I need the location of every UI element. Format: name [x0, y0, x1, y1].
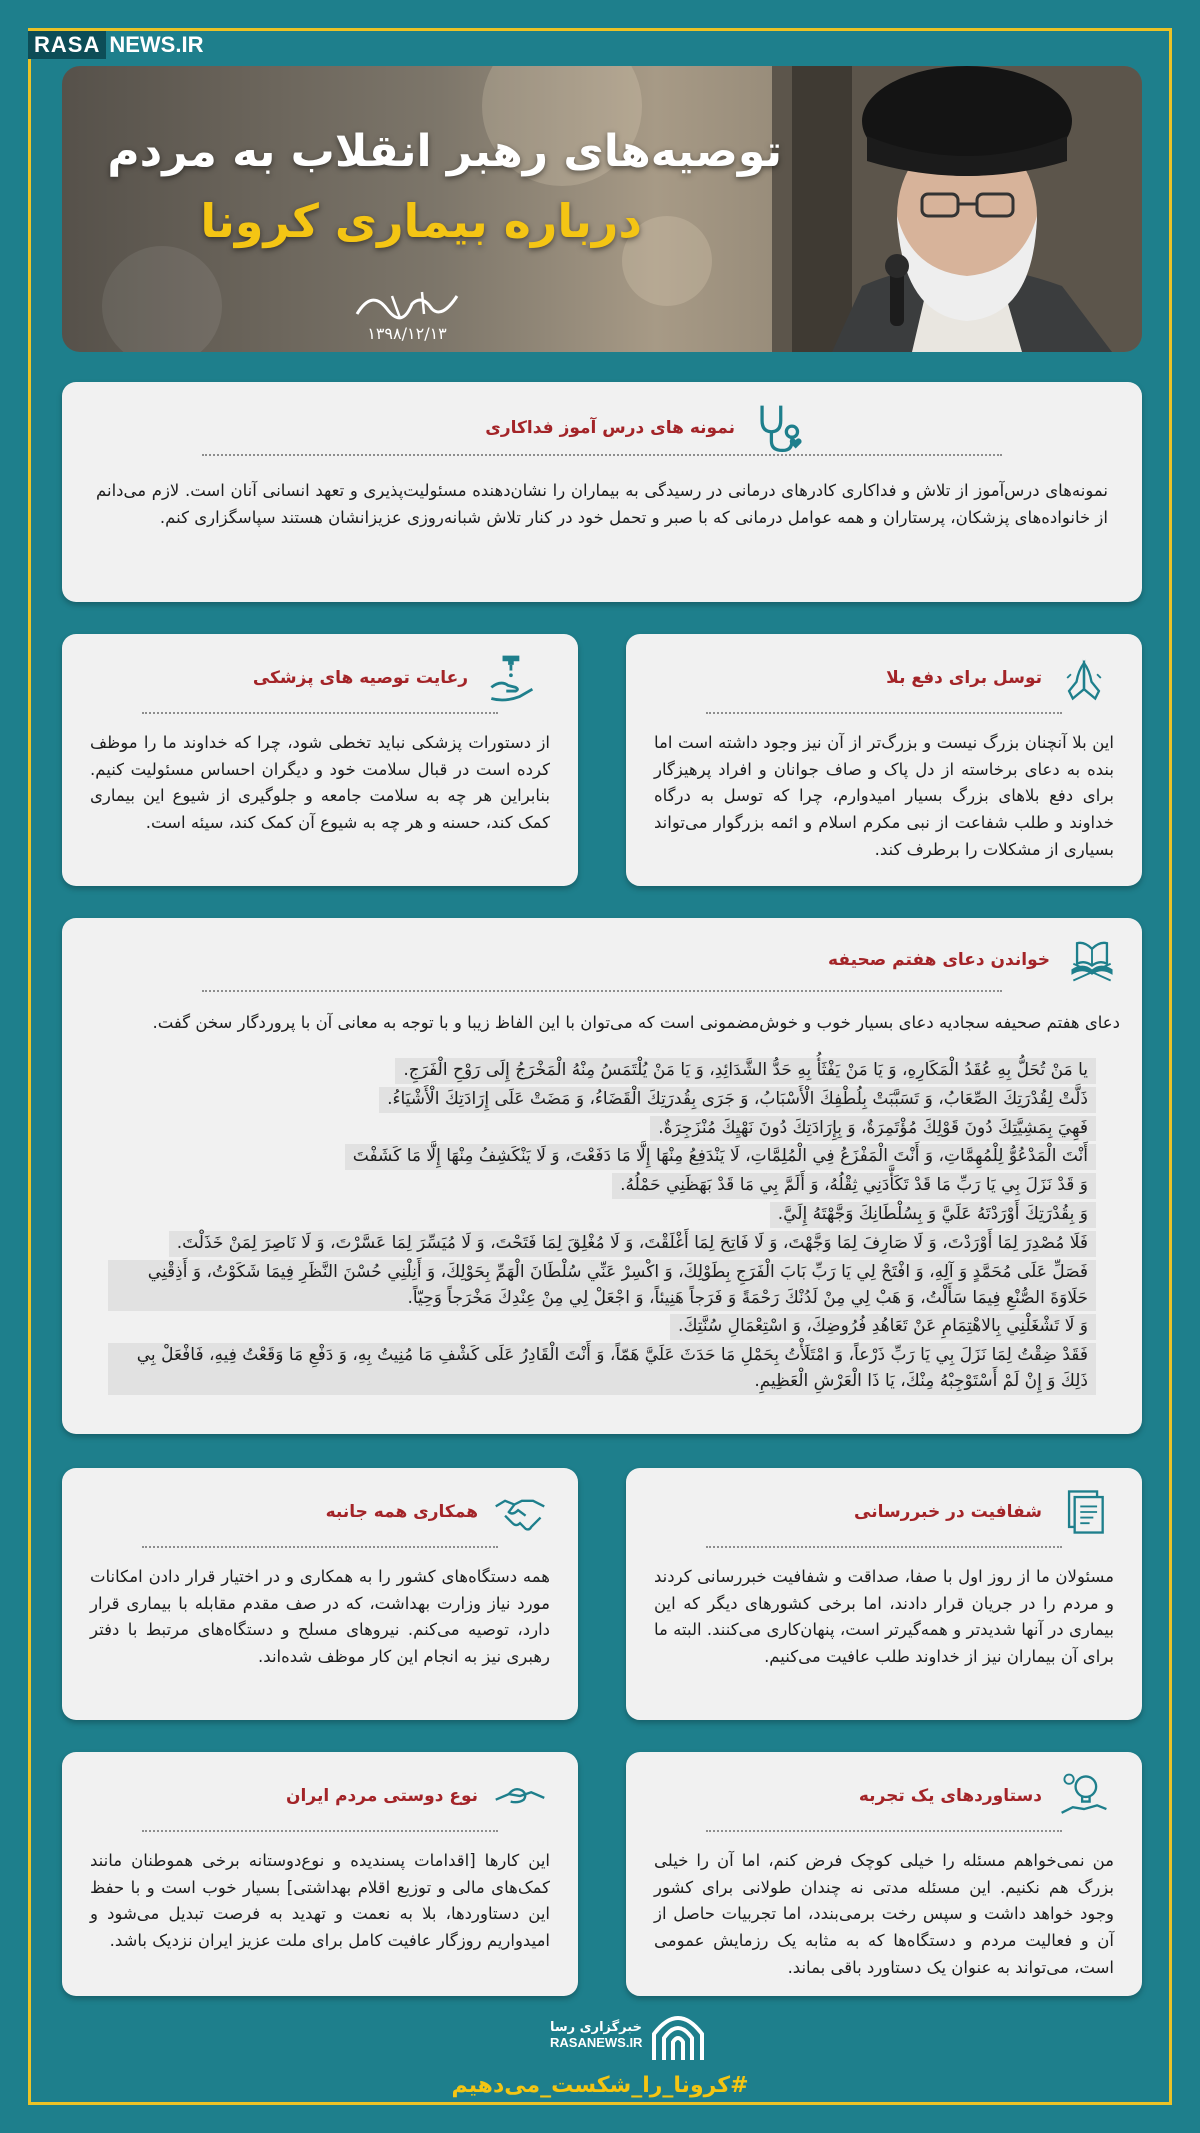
hero-title: توصیه‌های رهبر انقلاب به مردم [107, 126, 782, 177]
stethoscope-icon [747, 398, 807, 458]
logo-rasa: RASA [28, 31, 106, 59]
signature-block [352, 284, 462, 343]
card-title: همکاری همه جانبه [325, 1502, 478, 1522]
clasped-hands-icon [490, 1766, 550, 1826]
prayer-line: فَصَلِّ عَلَى مُحَمَّدٍ وَ آلِهِ، وَ افْتَحْ لِي يَا رَبِّ بَابَ الْفَرَجِ بِطَوْلِكَ، وَ اكْسِرْ عَنِّي سُلْطَانَ الْهَمِّ بِحَوْلِكَ، وَ أَنِلْنِي حُسْنَ النَّظَرِ فِيمَا شَكَوْتُ، وَ أَذِقْنِي حَلَاوَةَ الصُّنْعِ فِيمَا سَأَلْتُ، وَ هَبْ لِي مِنْ لَدُنْكَ رَحْمَةً وَ فَرَجاً هَنِيئاً، وَ اجْعَلْ لِي مِنْ عِنْدِكَ مَخْرَجاً وَحِيّاً. [108, 1260, 1096, 1312]
card-transparency [626, 1468, 1142, 1720]
card-medical-advice [62, 634, 578, 886]
card-friendship [62, 1752, 578, 1996]
card-supplication [626, 634, 1142, 886]
card-text: همه دستگاه‌های کشور را به همکاری و در اختیار قرار دادن امکانات مورد نیاز وزارت بهداشت، که در صف مقدم مقابله با بیماری قرار دارد، توصیه می‌کنم. نیروهای مسلح و دستگاه‌های مرتبط با دفتر رهبری نیز به انجام این کار موظف شده‌اند. [90, 1567, 550, 1667]
card-exemplary-sacrifice [62, 382, 1142, 602]
handwash-icon [480, 648, 540, 708]
rasa-emblem-icon [650, 2008, 706, 2062]
card-text: مسئولان ما از روز اول با صفا، صداقت و شفافیت خبررسانی کردند و مردم را در جریان قرار دادند، اما برخی کشورهای دیگر که این بیماری در آنها شدیدتر و همه‌گیرتر است، پنهان‌کاری می‌کنند. البته ما برای آن بیماران نیز از خداوند طلب عافیت می‌کنیم. [654, 1567, 1114, 1667]
agency-name: خبرگزاری رسا [550, 2020, 642, 2035]
hero-subtitle: درباره بیماری کرونا [200, 194, 642, 248]
card-text: من نمی‌خواهم مسئله را خیلی کوچک فرض کنم، اما آن را خیلی بزرگ هم نکنیم. این مسئله مدتی نه چندان طولانی برای کشور وجود خواهد داشت و سپس رخت برمی‌بندد، اما تجربیات حاصل از آن و فعالیت مردم و دستگاه‌ها که به مثابه یک رزمایش عمومی است، می‌تواند به عنوان یک دستاورد باقی بماند. [654, 1851, 1114, 1977]
prayer-text [108, 1058, 1096, 1398]
logo-news: NEWS.IR [109, 32, 204, 57]
rasanews-logo[interactable] [28, 30, 203, 60]
card-title: توسل برای دفع بلا [886, 668, 1042, 688]
hashtag[interactable]: #کرونا_را_شکست_می‌دهیم [451, 2073, 749, 2098]
card-title: شفافیت در خبررسانی [854, 1502, 1042, 1522]
card-text: این کارها [اقدامات پسندیده و نوع‌دوستانه برخی هموطنان مانند کمک‌های مالی و توزیع اقلام بهداشتی] بسیار خوب است و با حفظ این دستاوردها، بلا به نعمت و تهدید به فرصت تبدیل می‌شود و امیدواریم روزگار عافیت کامل برای ملت عزیز ایران نزدیک باشد. [90, 1851, 550, 1951]
card-title: نمونه های درس آموز فداکاری [485, 418, 735, 438]
card-title: خواندن دعای هفتم صحیفه [828, 950, 1050, 970]
lightbulb-gear-icon [1054, 1766, 1114, 1826]
card-title: نوع دوستی مردم ایران [286, 1786, 478, 1806]
card-text: از دستورات پزشکی نباید تخطی شود، چرا که خداوند ما را موظف کرده است در قبال سلامت خود و دیگران احساس مسئولیت کنیم. بنابراین هر چه به سلامت جامعه و جلوگیری از شیوع این بیماری کمک کند، حسنه و هر چه به شیوع آن کمک کند، سیئه است. [90, 733, 550, 833]
prayer-line: ذَلَّتْ لِقُدْرَتِكَ الصِّعَابُ، وَ تَسَبَّبَتْ بِلُطْفِكَ الْأَسْبَابُ، وَ جَرَى بِقُدرَتِكَ الْقَضَاءُ، وَ مَضَتْ عَلَى إِرَادَتِكَ الْأَشْيَاءُ. [379, 1087, 1096, 1113]
handshake-icon [490, 1482, 550, 1542]
signature-image [352, 284, 462, 324]
prayer-line: فَهِيَ بِمَشِيَّتِكَ دُونَ قَوْلِكَ مُؤْتَمِرَةٌ، وَ بِإِرَادَتِكَ دُونَ نَهْيِكَ مُنْزَجِرَةٌ. [650, 1116, 1096, 1142]
card-title: رعایت توصیه های پزشکی [252, 668, 468, 688]
prayer-line: أَنْتَ الْمَدْعُوُّ لِلْمُهِمَّاتِ، وَ أَنْتَ الْمَفْزَعُ فِي الْمُلِمَّاتِ، لَا يَنْدَفِعُ مِنْهَا إِلَّا مَا دَفَعْتَ، وَ لَا يَنْكَشِفُ مِنْهَا إِلَّا مَا كَشَفْتَ [345, 1144, 1096, 1170]
card-text: نمونه‌های درس‌آموز از تلاش و فداکاری کادرهای درمانی در رسیدگی به بیماران را نشان‌دهنده مسئولیت‌پذیری و تعهد انسانی آنان است. لازم می‌دانم از خانواده‌های پزشکان، پرستاران و همه عوامل درمانی که با صبر و تحمل خود در کنار تلاش شبانه‌روزی عزیزانشان هستند سپاسگزاری کنم. [96, 481, 1108, 527]
prayer-line: وَ بِقُدْرَتِكَ أَوْرَدْتَهُ عَلَيَّ وَ بِسُلْطَانِكَ وَجَّهْتَهُ إِلَيَّ. [770, 1202, 1096, 1228]
prayer-line: وَ قَدْ نَزَلَ بِي يَا رَبِّ مَا قَدْ تَكَأَّدَنِي ثِقْلُهُ، وَ أَلَمَّ بِي مَا قَدْ بَهَظَنِي حَمْلُهُ. [612, 1173, 1096, 1199]
prayer-line: یا مَنْ تُحَلُّ بِهِ عُقَدُ الْمَكَارِهِ، وَ يَا مَنْ يَفْثَأُ بِهِ حَدُّ الشَّدَائِدِ، وَ يَا مَنْ يُلْتَمَسُ مِنْهُ الْمَخْرَجُ إِلَى رَوْحِ الْفَرَجِ. [395, 1058, 1096, 1084]
prayer-line: فَقَدْ ضِقْتُ لِمَا نَزَلَ بِي يَا رَبِّ ذَرْعاً، وَ امْتَلَأْتُ بِحَمْلِ مَا حَدَثَ عَلَيَّ هَمّاً، وَ أَنْتَ الْقَادِرُ عَلَى كَشْفِ مَا مُنِيتُ بِهِ، وَ دَفْعِ مَا وَقَعْتُ فِيهِ، فَافْعَلْ بِي ذَلِكَ وَ إِنْ لَمْ أَسْتَوْجِبْهُ مِنْكَ، يَا ذَا الْعَرْشِ الْعَظِيمِ. [108, 1343, 1096, 1395]
card-title: دستاوردهای یک تجربه [858, 1786, 1042, 1806]
card-achievements [626, 1752, 1142, 1996]
documents-icon [1054, 1482, 1114, 1542]
card-text: این بلا آنچنان بزرگ نیست و بزرگ‌تر از آن نیز وجود داشته است اما بنده به دعای برخاسته از دل پاک و صاف جوانان و افراد پرهیزگار برای دفع بلاهای بزرگ بسیار امیدوارم، چرا که توسل به درگاه خداوند و طلب شفاعت از نبی مکرم اسلام و ائمه بزرگوار می‌تواند بسیاری از مشکلات را برطرف کند. [654, 733, 1114, 859]
card-cooperation [62, 1468, 578, 1720]
quran-icon [1062, 930, 1122, 990]
praying-hands-icon [1054, 648, 1114, 708]
prayer-line: فَلَا مُصْدِرَ لِمَا أَوْرَدْتَ، وَ لَا صَارِفَ لِمَا وَجَّهْتَ، وَ لَا فَاتِحَ لِمَا أَغْلَقْتَ، وَ لَا مُغْلِقَ لِمَا فَتَحْتَ، وَ لَا مُيَسِّرَ لِمَا عَسَّرْتَ، وَ لَا نَاصِرَ لِمَنْ خَذَلْتَ. [169, 1231, 1096, 1257]
agency-site: RASANEWS.IR [550, 2035, 643, 2050]
signature-date: ۱۳۹۸/۱۲/۱۳ [367, 324, 447, 343]
rasa-agency-logo[interactable] [550, 2008, 706, 2062]
prayer-line: وَ لَا تَشْغَلْنِي بِالاهْتِمَامِ عَنْ تَعَاهُدِ فُرُوضِكَ، وَ اسْتِعْمَالِ سُنَّتِكَ. [670, 1314, 1096, 1340]
hero-banner [62, 66, 1142, 352]
prayer-intro: دعای هفتم صحیفه سجادیه دعای بسیار خوب و خوش‌مضمونی است که می‌توان با این الفاظ زیبا و با توجه به معانی آن با پروردگار سخن گفت. [152, 1013, 1120, 1032]
card-seventh-prayer [62, 918, 1142, 1434]
leader-portrait [772, 66, 1142, 352]
